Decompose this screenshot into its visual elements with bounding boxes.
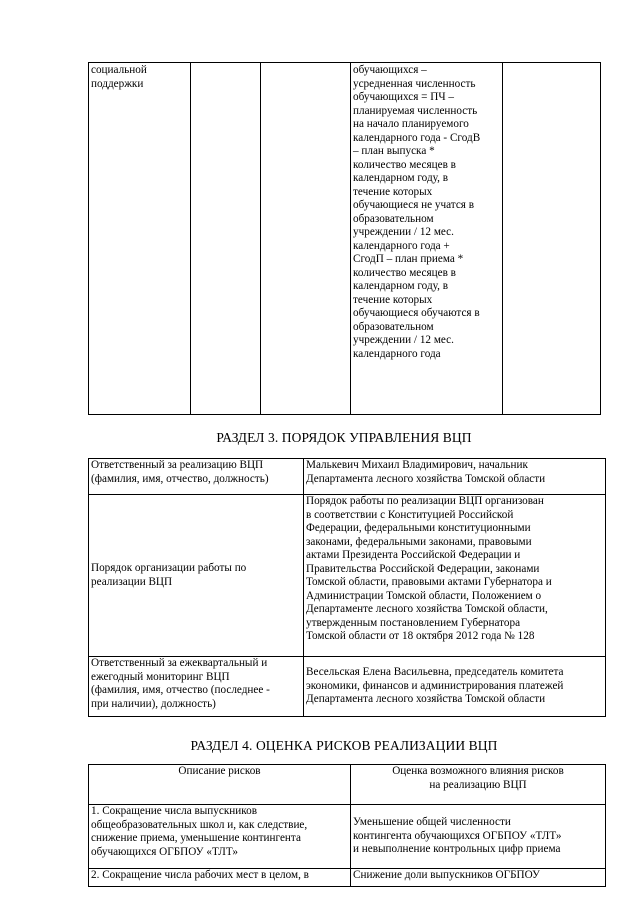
monitoring-label: Ответственный за ежеквартальный и ежегодный мониторинг ВЦП (фамилия, имя, отчество (последнее - при наличии), должность): [89, 657, 304, 717]
calculation-method-cell: обучающихся – усредненная численность обучающихся = ПЧ – планируемая численность на начало планируемого календарного года - СгодВ – план выпуска * количество месяцев в календарном году, в течение которых обучающиеся не учатся в образовательном учреждении / 12 мес. календарного года + СгодП – план приема * количество месяцев в календарном году, в течение которых обучающиеся обучаются в образовательном учреждении / 12 мес. календарного года: [351, 63, 503, 415]
risk-2-impact: Снижение доли выпускников ОГБПОУ: [351, 869, 606, 887]
empty-cell-2: [191, 63, 261, 415]
empty-cell-3: [261, 63, 351, 415]
risk-2-description: 2. Сокращение числа рабочих мест в целом, в: [89, 869, 351, 887]
management-table: [88, 458, 606, 717]
risks-table: [88, 764, 606, 887]
section-4-title: РАЗДЕЛ 4. ОЦЕНКА РИСКОВ РЕАЛИЗАЦИИ ВЦП: [190, 738, 498, 753]
risk-1-description: 1. Сокращение числа выпускников общеобразовательных школ и, как следствие, снижение приема, уменьшение контингента обучающихся ОГБПОУ «ТЛТ»: [89, 805, 351, 869]
responsible-value: Малькевич Михаил Владимирович, начальник Департамента лесного хозяйства Томской области: [304, 459, 606, 495]
work-order-value: Порядок работы по реализации ВЦП организован в соответствии с Конституцией Российской Федерации, федеральными конституционными законами, федеральными законами, правовыми актами Президента Российской Федерации и Правительства Российской Федерации, законами Томской области, правовыми актами Губернатора и Администрации Томской области, Положением о Департаменте лесного хозяйства Томской области, утвержденным постановлением Губернатора Томской области от 18 октября 2012 года № 128: [304, 495, 606, 657]
work-order-label: Порядок организации работы по реализации ВЦП: [89, 495, 304, 657]
responsible-label: Ответственный за реализацию ВЦП (фамилия, имя, отчество, должность): [89, 459, 304, 495]
indicators-table-continuation: [88, 62, 601, 415]
indicator-name-cell: социальной поддержки: [89, 63, 191, 415]
risks-header-description: Описание рисков: [89, 765, 351, 805]
monitoring-value: Весельская Елена Васильевна, председатель комитета экономики, финансов и администрирования платежей Департамента лесного хозяйства Томской области: [304, 657, 606, 717]
section-3-title: РАЗДЕЛ 3. ПОРЯДОК УПРАВЛЕНИЯ ВЦП: [216, 430, 472, 445]
empty-cell-5: [503, 63, 601, 415]
risks-header-impact: Оценка возможного влияния рисков на реализацию ВЦП: [351, 765, 606, 805]
risk-1-impact: Уменьшение общей численности контингента обучающихся ОГБПОУ «ТЛТ» и невыполнение контрольных цифр приема: [351, 805, 606, 869]
